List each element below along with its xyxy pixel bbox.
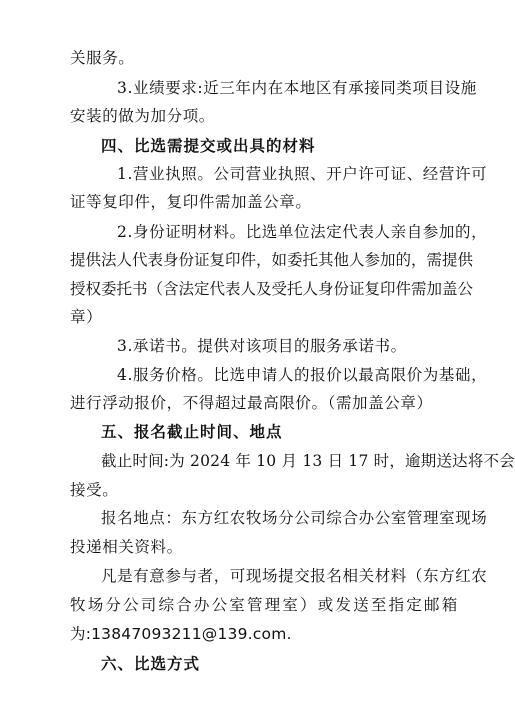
text-line: 进行浮动报价，不得超过最高限价。（需加盖公章） [70, 394, 433, 412]
section-heading: 六、比选方式 [101, 654, 201, 673]
text-line: 截止时间:为 2024 年 10 月 13 日 17 时，逾期送达将不会 [101, 452, 515, 470]
text-line: 提供法人代表身份证复印件，如委托其他人参加的，需提供 [70, 251, 474, 269]
text-line: 接受。 [70, 481, 119, 499]
text-line: 牧场分公司综合办公室管理室）或发送至指定邮箱 [70, 596, 460, 614]
text-line: 报名地点：东方红农牧场分公司综合办公室管理室现场 [101, 509, 488, 527]
text-line: 授权委托书（含法定代表人及受托人身份证复印件需加盖公 [70, 280, 474, 298]
text-line: 投递相关资料。 [70, 538, 183, 556]
text-line: 安装的做为加分项。 [70, 107, 215, 125]
text-line: 1.营业执照。公司营业执照、开户许可证、经营许可 [117, 165, 488, 183]
text-line: 3.承诺书。提供对该项目的服务承诺书。 [117, 337, 407, 355]
text-line: 4.服务价格。比选申请人的报价以最高限价为基础， [117, 366, 488, 384]
email-address-line: 为:13847093211@139.com. [70, 625, 292, 643]
text-line: 证等复印件，复印件需加盖公章。 [70, 193, 312, 211]
text-line: 关服务。 [70, 49, 135, 67]
section-heading: 五、报名截止时间、地点 [101, 422, 283, 441]
text-line: 3.业绩要求:近三年内在本地区有承接同类项目设施 [117, 79, 477, 97]
text-line: 凡是有意参与者，可现场提交报名相关材料（东方红农 [101, 567, 488, 585]
section-heading: 四、比选需提交或出具的材料 [101, 136, 316, 155]
text-line: 章） [70, 308, 103, 326]
text-line: 2.身份证明材料。比选单位法定代表人亲自参加的， [117, 223, 488, 241]
